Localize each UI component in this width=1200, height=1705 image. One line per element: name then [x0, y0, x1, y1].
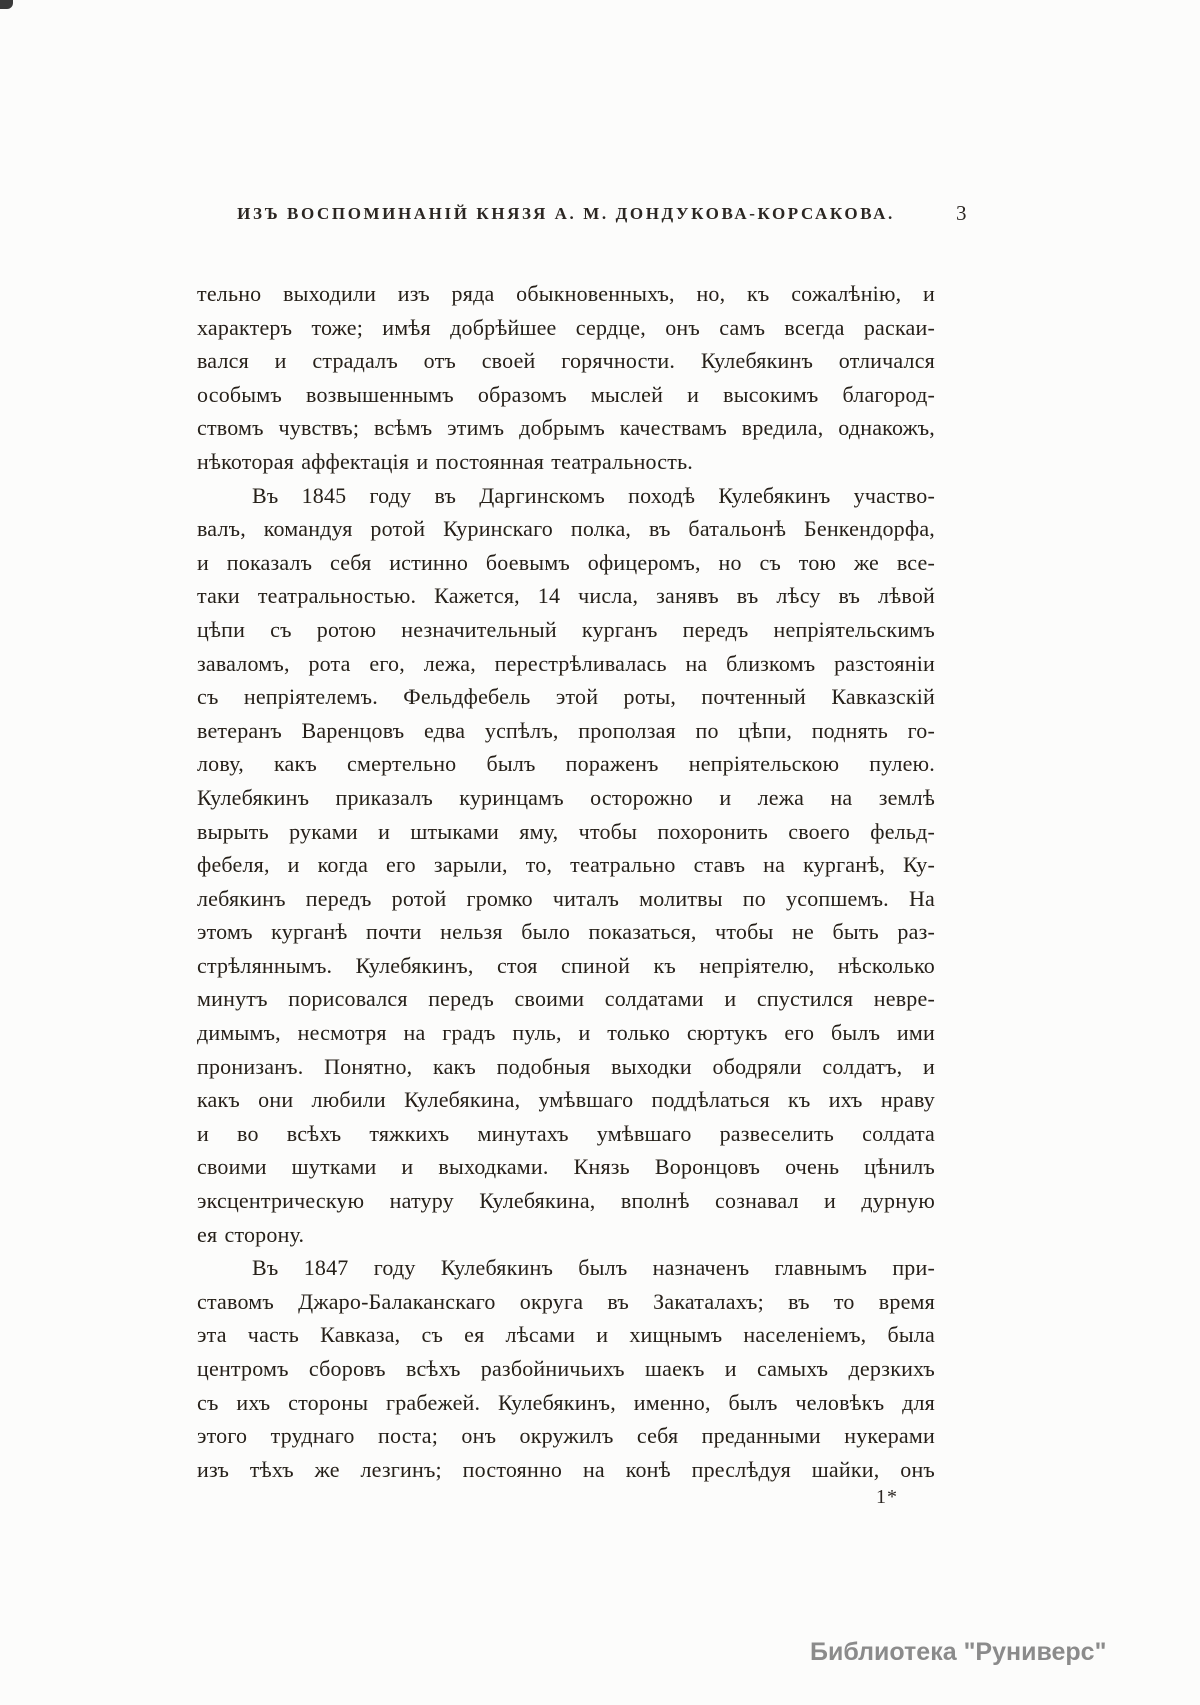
text-line: и во всѣхъ тяжкихъ минутахъ умѣвшаго развеселить солдата — [197, 1120, 935, 1146]
paragraph — [197, 479, 935, 1252]
text-line: ея сторону. — [197, 1221, 305, 1247]
text-line: нѣкоторая аффектація и постоянная театральность. — [197, 448, 694, 474]
text-line: ствомъ чувствъ; всѣмъ этимъ добрымъ качествамъ вредила, однакожъ, — [197, 415, 935, 441]
text-line: заваломъ, рота его, лежа, перестрѣливалась на близкомъ разстояніи — [197, 650, 935, 676]
text-line: тельно выходили изъ ряда обыкновенныхъ, но, къ сожалѣнію, и — [197, 281, 935, 306]
text-line: валъ, командуя ротой Куринскаго полка, въ батальонѣ Бенкендорфа, — [197, 516, 935, 542]
text-line: центромъ сборовъ всѣхъ разбойничьихъ шаекъ и самыхъ дерзкихъ — [197, 1356, 935, 1381]
text-line: эта часть Кавказа, съ ея лѣсами и хищнымъ населеніемъ, была — [197, 1322, 935, 1348]
text-line: съ непріятелемъ. Фельдфебель этой роты, почтенный Кавказскій — [197, 684, 935, 710]
text-line: съ ихъ стороны грабежей. Кулебякинъ, именно, былъ человѣкъ для — [197, 1389, 935, 1415]
text-line: таки театральностью. Кажется, 14 числа, занявъ въ лѣсу въ лѣвой — [197, 583, 935, 609]
text-line: Кулебякинъ приказалъ куринцамъ осторожно и лежа на землѣ — [197, 784, 935, 810]
text-line: и показалъ себя истинно боевымъ офицеромъ, но съ тою же все- — [197, 549, 935, 575]
text-line: своими шутками и выходками. Князь Воронцовъ очень цѣнилъ — [197, 1154, 935, 1180]
text-line: фебеля, и когда его зарыли, то, театрально ставъ на курганѣ, Ку- — [197, 852, 935, 878]
text-line: минутъ порисовался передъ своими солдатами и спустился невре- — [197, 986, 935, 1012]
signature-mark: 1* — [876, 1486, 898, 1508]
text-line: этомъ курганѣ почти нельзя было показаться, чтобы не быть раз- — [197, 919, 935, 945]
text-line: этого труднаго поста; онъ окружилъ себя преданными нукерами — [197, 1423, 935, 1449]
text-line: ставомъ Джаро-Балаканскаго округа въ Закаталахъ; въ то время — [197, 1288, 935, 1314]
text-line: вырыть руками и штыками яму, чтобы похоронить своего фельд- — [197, 818, 935, 844]
paragraph — [197, 277, 935, 479]
text-line: цѣпи съ ротою незначительный курганъ передъ непріятельскимъ — [197, 616, 935, 642]
text-line: особымъ возвышеннымъ образомъ мыслей и высокимъ благород- — [197, 381, 935, 407]
watermark-text: Библиотека "Руниверс" — [810, 1638, 1107, 1666]
text-line: какъ они любили Кулебякина, умѣвшаго поддѣлаться къ ихъ нраву — [197, 1087, 935, 1113]
text-line: ветеранъ Варенцовъ едва успѣлъ, проползая по цѣпи, поднять го- — [197, 717, 935, 743]
text-line: характеръ тоже; имѣя добрѣйшее сердце, онъ самъ всегда раскаи- — [197, 314, 935, 340]
page-number: 3 — [956, 201, 967, 225]
text-line: стрѣляннымъ. Кулебякинъ, стоя спиной къ непріятелю, нѣсколько — [197, 952, 935, 978]
body-text — [197, 277, 935, 1486]
text-line: Въ 1847 году Кулебякинъ былъ назначенъ главнымъ при- — [252, 1255, 935, 1281]
text-line: вался и страдалъ отъ своей горячности. Кулебякинъ отличался — [197, 348, 935, 374]
scan-corner-artifact — [0, 0, 13, 9]
text-line: эксцентрическую натуру Кулебякина, вполнѣ сознавал и дурную — [197, 1188, 935, 1214]
text-line: изъ тѣхъ же лезгинъ; постоянно на конѣ преслѣдуя шайки, онъ — [197, 1456, 935, 1482]
text-line: димымъ, несмотря на градъ пуль, и только сюртукъ его былъ ими — [197, 1020, 935, 1046]
text-line: лебякинъ передъ ротой громко читалъ молитвы по усопшемъ. На — [197, 885, 935, 911]
text-line: лову, какъ смертельно былъ пораженъ непріятельскою пулею. — [197, 751, 935, 777]
text-line: пронизанъ. Понятно, какъ подобныя выходки ободряли солдатъ, и — [197, 1053, 935, 1079]
running-title: ИЗЪ ВОСПОМИНАНІЙ КНЯЗЯ А. М. ДОНДУКОВА-КОРСАКОВА. — [237, 204, 895, 223]
text-line: Въ 1845 году въ Даргинскомъ походѣ Кулебякинъ участво- — [252, 482, 935, 508]
paragraph — [197, 1251, 935, 1486]
